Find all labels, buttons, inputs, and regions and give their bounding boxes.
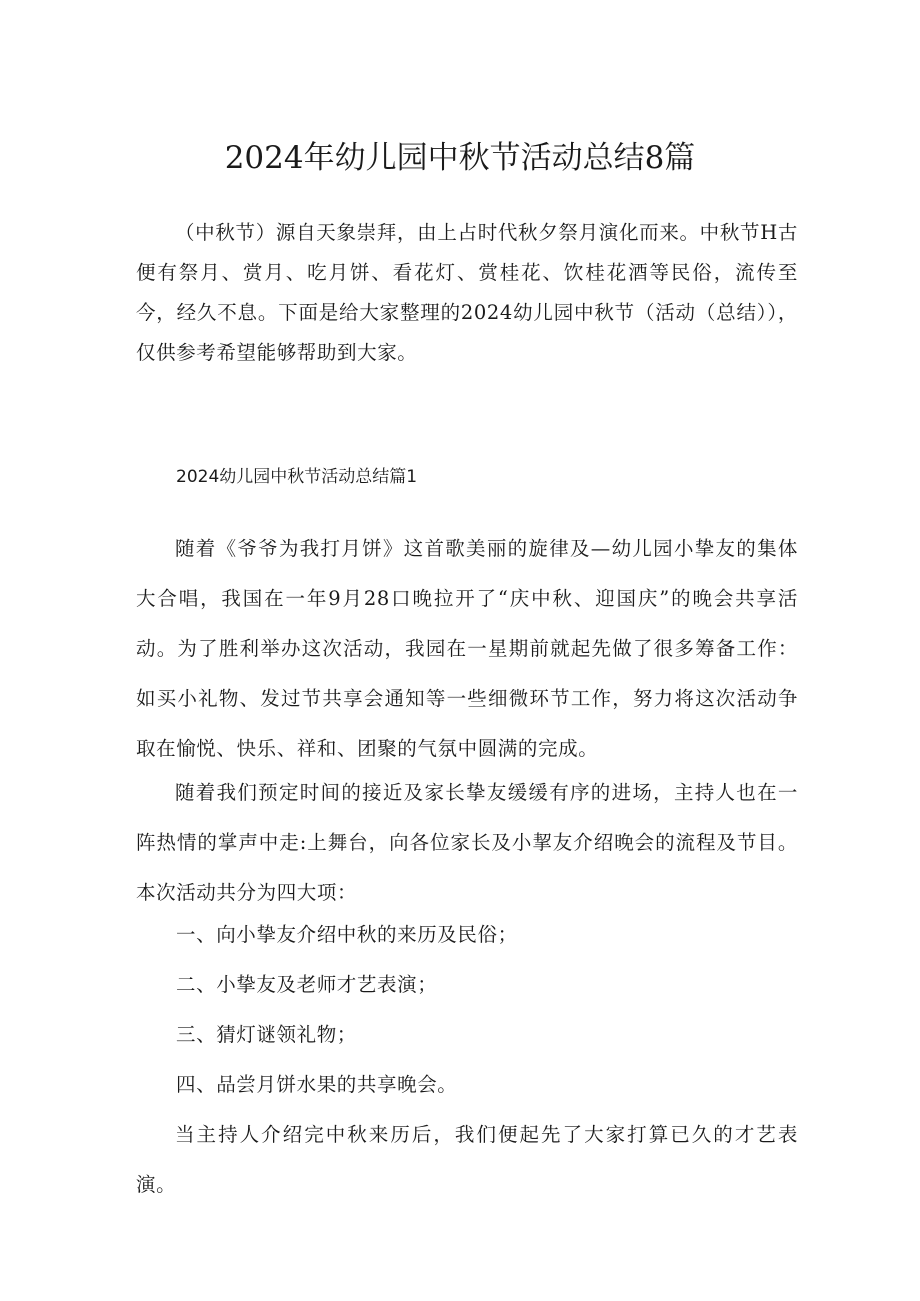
list-item: 二、小挚友及老师才艺表演；: [176, 973, 438, 996]
body-paragraph-3: 当主持人介绍完中秋来历后，我们便起先了大家打算已久的才艺表演。: [136, 1123, 798, 1196]
body-paragraph-2: 随着我们预定时间的接近及家长挚友缓缓有序的进场，主持人也在一阵热情的掌声中走:上舞台，向各位家长及小挈友介绍晚会的流程及节目。本次活动共分为四大项：: [136, 781, 798, 904]
body-paragraph-1: 随着《爷爷为我打月饼》这首歌美丽的旋律及—幼儿园小挚友的集体大合唱，我国在一年9月28口晚拉开了“庆中秋、迎国庆”的晚会共享活动。为了胜利举办这次活动，我园在一星期前就起先做了很多筹备工作：如买小礼物、发过节共享会通知等一些细微环节工作，努力将这次活动争取在愉悦、快乐、祥和、团聚的气氛中圆满的完成。: [136, 537, 798, 760]
document-title: 2024年幼儿园中秋节活动总结8篇: [224, 140, 696, 176]
list-item: 四、品尝月饼水果的共享晚会。: [176, 1073, 458, 1096]
list-item: 一、向小挚友介绍中秋的来历及民俗；: [176, 923, 518, 946]
section-heading: 2024幼儿园中秋节活动总结篇1: [176, 467, 418, 487]
intro-paragraph: （中秋节）源自天象崇拜，由上占时代秋夕祭月演化而来。中秋节H古便有祭月、赏月、吃月饼、看花灯、赏桂花、饮桂花酒等民俗，流传至今，经久不息。下面是给大家整理的2024幼儿园中秋节（活动（总结）），仅供参考希望能够帮助到大家。: [136, 221, 798, 364]
list-item: 三、猜灯谜领礼物；: [176, 1023, 357, 1046]
